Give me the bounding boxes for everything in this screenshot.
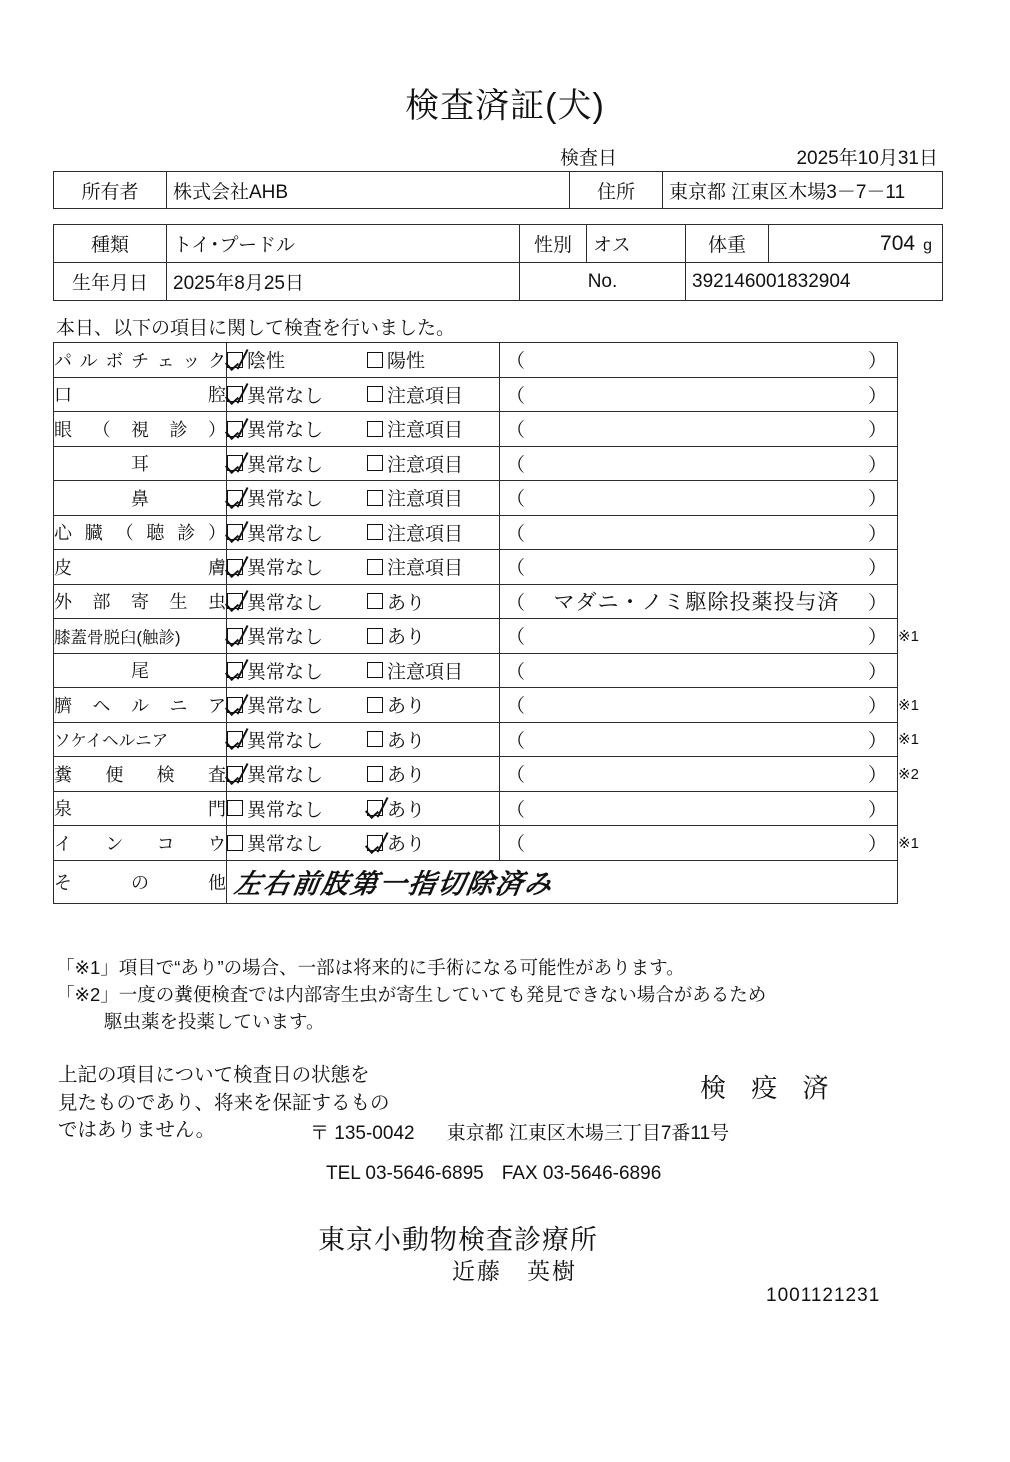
checkbox-option-1[interactable] bbox=[227, 691, 367, 718]
footnote-1: 「※1」項目で“あり”の場合、一部は将来的に手術になる可能性があります。 bbox=[56, 957, 685, 978]
checkbox-option-1[interactable] bbox=[227, 795, 367, 822]
checklist-footnote-marker: ※1 bbox=[898, 834, 919, 852]
checkbox-option-2[interactable] bbox=[367, 691, 425, 718]
checkbox-option-1-label: 異常なし bbox=[247, 765, 324, 787]
pet-table bbox=[53, 224, 943, 301]
checkbox-icon[interactable] bbox=[227, 490, 243, 506]
checklist-row bbox=[54, 653, 943, 688]
checkbox-option-1-label: 異常なし bbox=[247, 558, 324, 580]
checkbox-icon[interactable] bbox=[227, 559, 243, 575]
checklist-note-field[interactable] bbox=[500, 826, 898, 861]
checklist-row bbox=[54, 515, 943, 550]
weight-label: 体重 bbox=[686, 225, 769, 263]
checklist-footnote-marker: ※1 bbox=[898, 731, 919, 749]
checkbox-option-2-label: あり bbox=[387, 765, 426, 787]
paren-open: （ bbox=[506, 489, 526, 511]
paren-close: ） bbox=[867, 661, 887, 683]
checkbox-option-2[interactable] bbox=[367, 829, 425, 856]
owner-label: 所有者 bbox=[54, 172, 167, 209]
checklist-row bbox=[54, 584, 943, 619]
paren-open: （ bbox=[506, 385, 526, 407]
checkbox-icon[interactable] bbox=[367, 835, 383, 851]
checkbox-icon[interactable] bbox=[367, 697, 383, 713]
breed-label: 種類 bbox=[54, 225, 167, 263]
weight-unit: g bbox=[923, 236, 932, 254]
microchip-no-label: No. bbox=[520, 263, 686, 301]
paren-open: （ bbox=[506, 799, 526, 821]
checkbox-option-1-label: 異常なし bbox=[247, 799, 324, 821]
checkbox-icon[interactable] bbox=[227, 352, 243, 368]
checklist-note-field[interactable] bbox=[500, 550, 898, 585]
checklist-row bbox=[54, 619, 943, 654]
checklist-options bbox=[227, 653, 500, 688]
checklist-footnote-marker: ※1 bbox=[898, 696, 919, 714]
checkbox-icon[interactable] bbox=[367, 524, 383, 540]
checklist-footnote-marker: ※1 bbox=[898, 627, 919, 645]
checkbox-option-2-label: あり bbox=[387, 799, 426, 821]
checkbox-option-2[interactable] bbox=[367, 622, 425, 649]
checklist-item-label: 耳 bbox=[54, 446, 227, 481]
checklist-item-label: 心 臓 （ 聴 診 ） bbox=[54, 515, 227, 550]
address-value: 東京都 江東区木場3－7－11 bbox=[663, 172, 943, 209]
checklist-note-field[interactable] bbox=[500, 481, 898, 516]
sex-value: オス bbox=[587, 225, 686, 263]
checkbox-option-2-label: 陽性 bbox=[387, 351, 426, 373]
paren-close: ） bbox=[867, 489, 887, 511]
owner-table bbox=[53, 171, 943, 209]
checklist-footnote-marker bbox=[898, 584, 943, 619]
checklist-footnote-marker bbox=[898, 550, 943, 585]
checkbox-option-1-label: 異常なし bbox=[247, 454, 324, 476]
footnote-2: 「※2」一度の糞便検査では内部寄生虫が寄生していても発見できない場合があるため bbox=[56, 983, 767, 1005]
paren-close: ） bbox=[867, 523, 887, 545]
checkbox-option-2-label: あり bbox=[387, 627, 426, 649]
footnotes bbox=[56, 955, 766, 1035]
checkbox-icon[interactable] bbox=[227, 697, 243, 713]
checkbox-icon[interactable] bbox=[227, 800, 243, 816]
checklist-row bbox=[54, 550, 943, 585]
checkbox-icon[interactable] bbox=[227, 628, 243, 644]
inspection-date bbox=[560, 143, 942, 170]
checkbox-option-1[interactable] bbox=[227, 726, 367, 753]
checklist-item-label: パ ル ボ チ ェ ッ ク bbox=[54, 343, 227, 378]
disclaimer-line-2: 見たものであり、将来を保証するもの bbox=[58, 1091, 390, 1114]
paren-open: （ bbox=[506, 592, 526, 614]
checkbox-option-1[interactable] bbox=[227, 415, 367, 442]
checkbox-option-1[interactable] bbox=[227, 519, 367, 546]
checkbox-option-2[interactable] bbox=[367, 553, 463, 580]
checkbox-option-2-label: 注意項目 bbox=[387, 661, 464, 683]
checkbox-option-2[interactable] bbox=[367, 726, 425, 753]
checklist-note-field[interactable] bbox=[500, 619, 898, 654]
page-title: 検査済証(犬) bbox=[405, 87, 605, 125]
checklist-item-label: イ ン コ ウ bbox=[54, 826, 227, 861]
checkbox-icon[interactable] bbox=[227, 421, 243, 437]
checklist-options bbox=[227, 791, 500, 826]
checklist-note-field[interactable] bbox=[500, 412, 898, 447]
checklist-note-field[interactable] bbox=[500, 722, 898, 757]
intro-sentence: 本日、以下の項目に関して検査を行いました。 bbox=[56, 318, 456, 339]
checkbox-option-1-label: 異常なし bbox=[247, 489, 324, 511]
paren-close: ） bbox=[867, 696, 887, 718]
checkbox-option-1-label: 異常なし bbox=[247, 834, 324, 856]
paren-open: （ bbox=[506, 454, 526, 476]
checkbox-option-2-label: あり bbox=[387, 696, 426, 718]
clinic-contact bbox=[326, 1163, 661, 1185]
paren-open: （ bbox=[506, 661, 526, 683]
checklist-note-field[interactable] bbox=[500, 515, 898, 550]
checklist-footnote-marker bbox=[898, 412, 943, 447]
checklist-row bbox=[54, 722, 943, 757]
checkbox-icon[interactable] bbox=[367, 593, 383, 609]
checklist-options bbox=[227, 446, 500, 481]
paren-open: （ bbox=[506, 627, 526, 649]
checklist-note-field[interactable] bbox=[500, 377, 898, 412]
checkbox-option-1-label: 異常なし bbox=[247, 385, 324, 407]
birth-value: 2025年8月25日 bbox=[167, 263, 520, 301]
checkbox-icon[interactable] bbox=[367, 490, 383, 506]
checklist-item-label: 尾 bbox=[54, 653, 227, 688]
checkbox-option-2[interactable] bbox=[367, 760, 425, 787]
paren-open: （ bbox=[506, 420, 526, 442]
checkbox-option-2[interactable] bbox=[367, 657, 463, 684]
checklist-options bbox=[227, 722, 500, 757]
paren-close: ） bbox=[867, 592, 887, 614]
breed-value: トイ･プードル bbox=[167, 225, 520, 263]
checkbox-option-1[interactable] bbox=[227, 553, 367, 580]
checklist-footnote-marker bbox=[898, 343, 943, 378]
other-footnote-marker bbox=[898, 860, 943, 903]
checklist-row bbox=[54, 688, 943, 723]
checkbox-option-1[interactable] bbox=[227, 484, 367, 511]
checkbox-option-2-label: 注意項目 bbox=[387, 489, 464, 511]
checklist-row bbox=[54, 446, 943, 481]
checkbox-icon[interactable] bbox=[227, 386, 243, 402]
checklist-row bbox=[54, 791, 943, 826]
checklist-note-field[interactable] bbox=[500, 653, 898, 688]
checkbox-icon[interactable] bbox=[227, 835, 243, 851]
checkbox-option-2-label: 注意項目 bbox=[387, 523, 464, 545]
checklist-row bbox=[54, 481, 943, 516]
checkbox-option-1-label: 異常なし bbox=[247, 730, 324, 752]
checklist-item-label: 糞 便 検 査 bbox=[54, 757, 227, 792]
paren-close: ） bbox=[867, 385, 887, 407]
checkbox-option-1[interactable] bbox=[227, 829, 367, 856]
clinic-zip: 〒 135-0042 bbox=[310, 1123, 415, 1144]
checklist-options bbox=[227, 481, 500, 516]
checklist-options bbox=[227, 688, 500, 723]
paren-close: ） bbox=[867, 454, 887, 476]
paren-open: （ bbox=[506, 730, 526, 752]
checkbox-option-2[interactable] bbox=[367, 346, 425, 373]
checkbox-icon[interactable] bbox=[367, 662, 383, 678]
checklist-item-label: 外 部 寄 生 虫 bbox=[54, 584, 227, 619]
checkbox-option-2[interactable] bbox=[367, 381, 463, 408]
checkbox-option-2-label: 注意項目 bbox=[387, 385, 464, 407]
checklist-item-label: 皮 膚 bbox=[54, 550, 227, 585]
checklist-item-label: 口 腔 bbox=[54, 377, 227, 412]
paren-open: （ bbox=[506, 696, 526, 718]
clinic-fax: FAX 03-5646-6896 bbox=[501, 1163, 662, 1184]
checklist-footnote-marker bbox=[898, 791, 943, 826]
clinic-name: 東京小動物検査診療所 bbox=[318, 1225, 598, 1255]
other-row bbox=[54, 860, 943, 903]
address-label: 住所 bbox=[570, 172, 663, 209]
checkbox-option-1-label: 異常なし bbox=[247, 420, 324, 442]
table-row bbox=[54, 263, 943, 301]
checkbox-option-1-label: 異常なし bbox=[247, 627, 324, 649]
checkbox-option-2-label: あり bbox=[387, 834, 426, 856]
checklist-note-field[interactable] bbox=[500, 757, 898, 792]
checkbox-option-2-label: あり bbox=[387, 730, 426, 752]
checkbox-option-2-label: あり bbox=[387, 592, 426, 614]
checkbox-option-1[interactable] bbox=[227, 588, 367, 615]
sex-label: 性別 bbox=[520, 225, 587, 263]
checkbox-icon[interactable] bbox=[367, 731, 383, 747]
checklist-options bbox=[227, 550, 500, 585]
table-row bbox=[54, 225, 943, 263]
checkbox-option-1[interactable] bbox=[227, 657, 367, 684]
checklist-options bbox=[227, 757, 500, 792]
checklist-item-label: 眼 （ 視 診 ） bbox=[54, 412, 227, 447]
checklist-note-field[interactable] bbox=[500, 791, 898, 826]
checklist-footnote-marker bbox=[898, 515, 943, 550]
checklist-row bbox=[54, 826, 943, 861]
document-number: 1001121231 bbox=[766, 1285, 881, 1306]
checklist-row bbox=[54, 412, 943, 447]
inspection-date-value: 2025年10月31日 bbox=[796, 148, 938, 169]
quarantine-stamp: 検 疫 済 bbox=[700, 1073, 838, 1103]
checklist-footnote-marker bbox=[898, 377, 943, 412]
weight-number: 704 bbox=[880, 231, 916, 255]
checkbox-icon[interactable] bbox=[227, 455, 243, 471]
checklist-options bbox=[227, 343, 500, 378]
paren-open: （ bbox=[506, 558, 526, 580]
footnote-2-cont: 駆虫薬を投薬しています。 bbox=[104, 1010, 325, 1032]
paren-open: （ bbox=[506, 765, 526, 787]
inspection-date-label: 検査日 bbox=[560, 148, 618, 169]
checkbox-icon[interactable] bbox=[227, 593, 243, 609]
paren-close: ） bbox=[867, 627, 887, 649]
checkbox-icon[interactable] bbox=[367, 766, 383, 782]
paren-open: （ bbox=[506, 351, 526, 373]
checkbox-icon[interactable] bbox=[367, 421, 383, 437]
clinic-tel: TEL 03-5646-6895 bbox=[326, 1163, 484, 1184]
checklist-note-field[interactable] bbox=[500, 688, 898, 723]
checklist-note-field[interactable] bbox=[500, 584, 898, 619]
checkbox-option-2[interactable] bbox=[367, 484, 463, 511]
checkbox-option-1-label: 異常なし bbox=[247, 661, 324, 683]
checklist-footnote-marker bbox=[898, 481, 943, 516]
checkbox-option-1[interactable] bbox=[227, 760, 367, 787]
checklist-note-text: マダニ・ノミ駆除投薬投与済 bbox=[553, 591, 840, 615]
checklist-note-field[interactable] bbox=[500, 446, 898, 481]
checkbox-icon[interactable] bbox=[367, 628, 383, 644]
other-value[interactable] bbox=[227, 860, 898, 903]
checkbox-option-2[interactable] bbox=[367, 415, 463, 442]
checkbox-icon[interactable] bbox=[367, 800, 383, 816]
paren-close: ） bbox=[867, 730, 887, 752]
checklist-row bbox=[54, 757, 943, 792]
checkbox-option-1-label: 陰性 bbox=[247, 351, 286, 373]
checkbox-option-2[interactable] bbox=[367, 519, 463, 546]
checklist-options bbox=[227, 826, 500, 861]
checklist-footnote-marker bbox=[898, 446, 943, 481]
checklist-item-label: 鼻 bbox=[54, 481, 227, 516]
paren-close: ） bbox=[867, 420, 887, 442]
checklist-item-label: 臍 ヘ ル ニ ア bbox=[54, 688, 227, 723]
checklist-options bbox=[227, 515, 500, 550]
checklist-item-label: 膝蓋骨脱臼(触診) bbox=[54, 619, 227, 654]
checklist-note-field[interactable] bbox=[500, 343, 898, 378]
paren-open: （ bbox=[506, 523, 526, 545]
checkbox-option-1-label: 異常なし bbox=[247, 523, 324, 545]
disclaimer-line-1: 上記の項目について検査日の状態を bbox=[58, 1064, 370, 1086]
checkbox-option-1[interactable] bbox=[227, 622, 367, 649]
clinic-address-text: 東京都 江東区木場三丁目7番11号 bbox=[446, 1123, 730, 1144]
checkbox-option-2-label: 注意項目 bbox=[387, 420, 464, 442]
checkbox-option-1-label: 異常なし bbox=[247, 592, 324, 614]
checkbox-option-2[interactable] bbox=[367, 450, 463, 477]
checklist-options bbox=[227, 584, 500, 619]
checkbox-icon[interactable] bbox=[367, 352, 383, 368]
checklist-options bbox=[227, 377, 500, 412]
checkbox-option-1[interactable] bbox=[227, 381, 367, 408]
paren-open: （ bbox=[506, 834, 526, 856]
table-row bbox=[54, 172, 943, 209]
checklist-item-label: ソケイヘルニア bbox=[54, 722, 227, 757]
birth-label: 生年月日 bbox=[54, 263, 167, 301]
checkbox-option-2[interactable] bbox=[367, 588, 425, 615]
checkbox-option-1[interactable] bbox=[227, 450, 367, 477]
checklist-row bbox=[54, 343, 943, 378]
checkbox-icon[interactable] bbox=[227, 524, 243, 540]
other-handwritten-text: 左右前肢第一指切除済み bbox=[232, 869, 556, 900]
checklist-footnote-marker: ※2 bbox=[898, 765, 919, 783]
checkbox-option-2-label: 注意項目 bbox=[387, 558, 464, 580]
weight-value bbox=[769, 225, 943, 263]
disclaimer-line-3: ではありません。 bbox=[58, 1119, 216, 1142]
owner-value: 株式会社AHB bbox=[167, 172, 570, 209]
checkbox-option-2-label: 注意項目 bbox=[387, 454, 464, 476]
paren-close: ） bbox=[867, 351, 887, 373]
checkbox-option-2[interactable] bbox=[367, 795, 425, 822]
checklist-options bbox=[227, 412, 500, 447]
paren-close: ） bbox=[867, 834, 887, 856]
paren-close: ） bbox=[867, 558, 887, 580]
checklist-footnote-marker bbox=[898, 653, 943, 688]
paren-close: ） bbox=[867, 799, 887, 821]
checkbox-icon[interactable] bbox=[367, 559, 383, 575]
checkbox-icon[interactable] bbox=[367, 386, 383, 402]
inspection-checklist bbox=[53, 342, 943, 904]
checkbox-option-1-label: 異常なし bbox=[247, 696, 324, 718]
checklist-row bbox=[54, 377, 943, 412]
checkbox-icon[interactable] bbox=[227, 662, 243, 678]
checklist-item-label: 泉 門 bbox=[54, 791, 227, 826]
other-label: そ の 他 bbox=[54, 860, 227, 903]
paren-close: ） bbox=[867, 765, 887, 787]
clinic-address bbox=[310, 1118, 729, 1145]
checkbox-icon[interactable] bbox=[227, 731, 243, 747]
checkbox-icon[interactable] bbox=[227, 766, 243, 782]
doctor-name: 近藤 英樹 bbox=[452, 1258, 577, 1284]
microchip-no-value: 392146001832904 bbox=[686, 263, 943, 301]
checkbox-icon[interactable] bbox=[367, 455, 383, 471]
checkbox-option-1[interactable] bbox=[227, 346, 367, 373]
checklist-options bbox=[227, 619, 500, 654]
